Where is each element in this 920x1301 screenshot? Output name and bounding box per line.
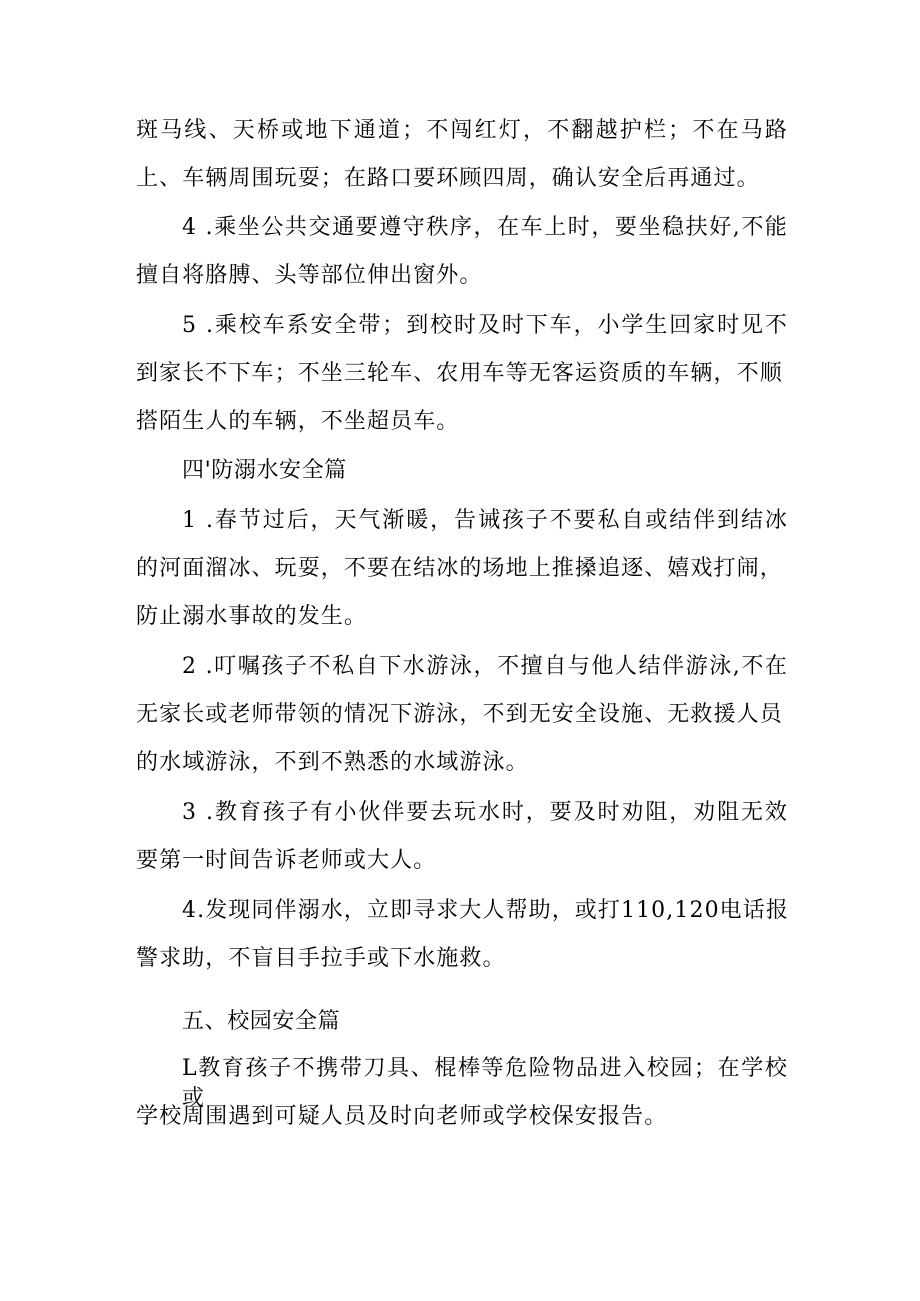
- paragraph-line: 搭陌生人的车辆，不坐超员车。: [136, 409, 460, 434]
- paragraph-line: 学校周围遇到可疑人员及时向老师或学校保安报告。: [136, 1104, 668, 1129]
- paragraph-line: 5 .乘校车系安全带；到校时及时下车，小学生回家时见不: [182, 313, 788, 338]
- paragraph-line: 上、车辆周围玩耍；在路口要环顾四周，确认安全后再通过。: [136, 166, 760, 191]
- paragraph-line: 3 .教育孩子有小伙伴要去玩水时，要及时劝阻，劝阻无效: [182, 800, 788, 825]
- paragraph-line: 1 .春节过后，天气渐暖，告诫孩子不要私自或结伴到结冰: [182, 508, 788, 533]
- paragraph-line: 防止溺水事故的发生。: [136, 604, 368, 629]
- paragraph-line: 的水域游泳，不到不熟悉的水域游泳。: [136, 750, 529, 775]
- paragraph-line: 警求助，不盲目手拉手或下水施救。: [136, 946, 506, 971]
- paragraph-line: 要第一时间告诉老师或大人。: [136, 848, 437, 873]
- paragraph-line: 4 .乘坐公共交通要遵守秩序，在车上时，要坐稳扶好,不能: [182, 215, 788, 240]
- paragraph-line: 擅自将胳膊、头等部位伸出窗外。: [136, 263, 483, 288]
- paragraph-line: 的河面溜冰、玩耍，不要在结冰的场地上推搡追逐、嬉戏打闹，: [136, 556, 783, 581]
- paragraph-line: 无家长或老师带领的情况下游泳，不到无安全设施、无救援人员: [136, 702, 783, 727]
- paragraph-line: L教育孩子不携带刀具、棍棒等危险物品进入校园；在学校或: [182, 1056, 788, 1111]
- section-heading: 四'防溺水安全篇: [182, 458, 347, 483]
- paragraph-line: 斑马线、天桥或地下通道；不闯红灯，不翻越护栏；不在马路: [136, 118, 788, 143]
- paragraph-line: 4.发现同伴溺水，立即寻求大人帮助，或打110,120电话报: [182, 898, 789, 923]
- paragraph-line: 2 .叮嘱孩子不私自下水游泳，不擅自与他人结伴游泳,不在: [182, 654, 788, 679]
- section-heading: 五、校园安全篇: [182, 1009, 341, 1034]
- paragraph-line: 到家长不下车；不坐三轮车、农用车等无客运资质的车辆，不顺: [136, 361, 783, 386]
